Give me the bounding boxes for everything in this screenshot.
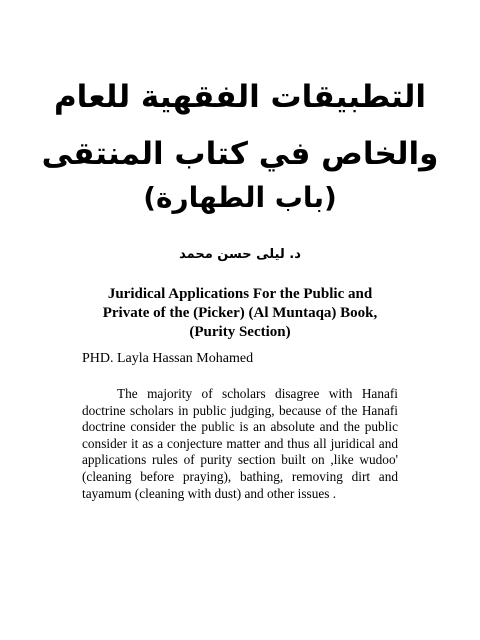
english-title-line-1: Juridical Applications For the Public and <box>107 286 373 302</box>
english-title-line-3: (Purity Section) <box>189 324 291 340</box>
abstract-paragraph: The majority of scholars disagree with Hanafi doctrine scholars in public judging, because of the Hanafi doctrine consider the public is an absolute and the public consider it as a conjecture matter and thus all juridical and applications rules of purity section built on ,like wudoo' (cleaning before praying), bathing, removing dirt and tayamum (cleaning with dust) and other issues . <box>82 386 398 501</box>
arabic-title-line-1: التطبيقات الفقهية للعام <box>53 79 427 115</box>
arabic-title-line-2: والخاص في كتاب المنتقى <box>41 136 439 172</box>
english-title-line-2: Private of the (Picker) (Al Muntaqa) Book, <box>102 305 378 321</box>
english-title <box>60 285 420 342</box>
english-author: PHD. Layla Hassan Mohamed <box>82 351 254 366</box>
arabic-author: د. ليلى حسن محمد <box>179 247 301 262</box>
arabic-title-line-3: (باب الطهارة) <box>143 181 337 214</box>
